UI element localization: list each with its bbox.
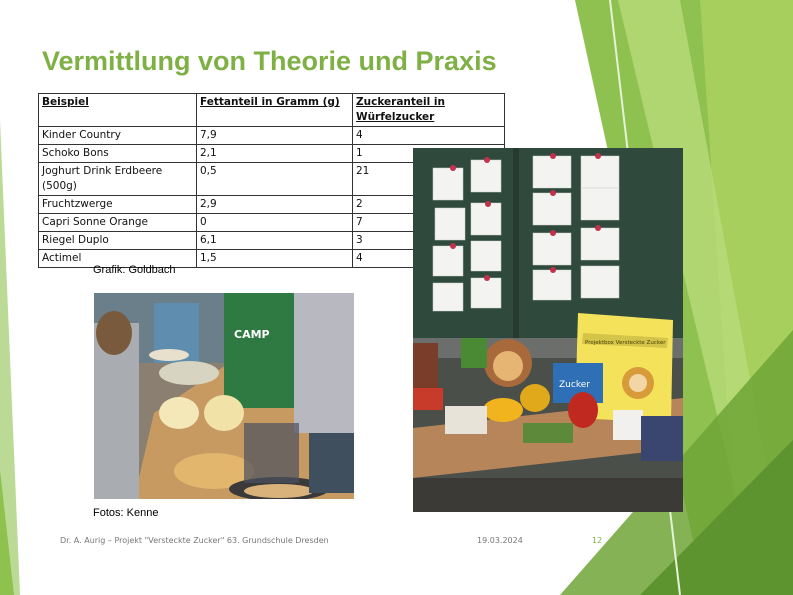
table-header-row [39,94,505,127]
footer-date: 19.03.2024 [477,536,523,545]
package-text: Zucker [559,380,590,390]
table-cell: Schoko Bons [39,145,197,163]
photo-sugar-display [413,148,683,512]
footer-page-number: 12 [592,536,603,545]
table-cell: 7,9 [197,127,353,145]
table-cell: 0 [197,214,353,232]
table-cell: 0,5 [197,163,353,196]
caption-grafik: Grafik: Goldbach [93,264,176,276]
table-cell: 2,1 [197,145,353,163]
table-cell: 2,9 [197,196,353,214]
table-cell: Joghurt Drink Erdbeere (500g) [39,163,197,196]
table-header-cell: Fettanteil in Gramm (g) [197,94,353,127]
table-cell: Riegel Duplo [39,232,197,250]
table-cell: 4 [353,127,505,145]
table-cell: Capri Sonne Orange [39,214,197,232]
table-cell: 4 [353,250,505,268]
table-cell: 3 [353,232,505,250]
table-cell: 6,1 [197,232,353,250]
table-cell: 1,5 [197,250,353,268]
table-cell: 2 [353,196,505,214]
table-cell: Actimel [39,250,197,268]
table-cell: Kinder Country [39,127,197,145]
caption-fotos: Fotos: Kenne [93,507,159,519]
slide-title: Vermittlung von Theorie und Praxis [42,46,497,76]
table-header-cell: Beispiel [39,94,197,127]
table-cell: Fruchtzwerge [39,196,197,214]
book-title-text: Projektbox Versteckte Zucker [585,340,666,346]
photo-children-cooking [94,293,354,499]
table-header-cell: Zuckeranteil in Würfelzucker [353,94,505,127]
table-cell: 7 [353,214,505,232]
footer-author: Dr. A. Aurig – Projekt "Versteckte Zucker" 63. Grundschule Dresden [60,536,329,545]
table-cell: 21 [353,163,505,196]
table-row [39,127,505,145]
table-cell: 1 [353,145,505,163]
svg-text:CAMP: CAMP [234,328,270,341]
